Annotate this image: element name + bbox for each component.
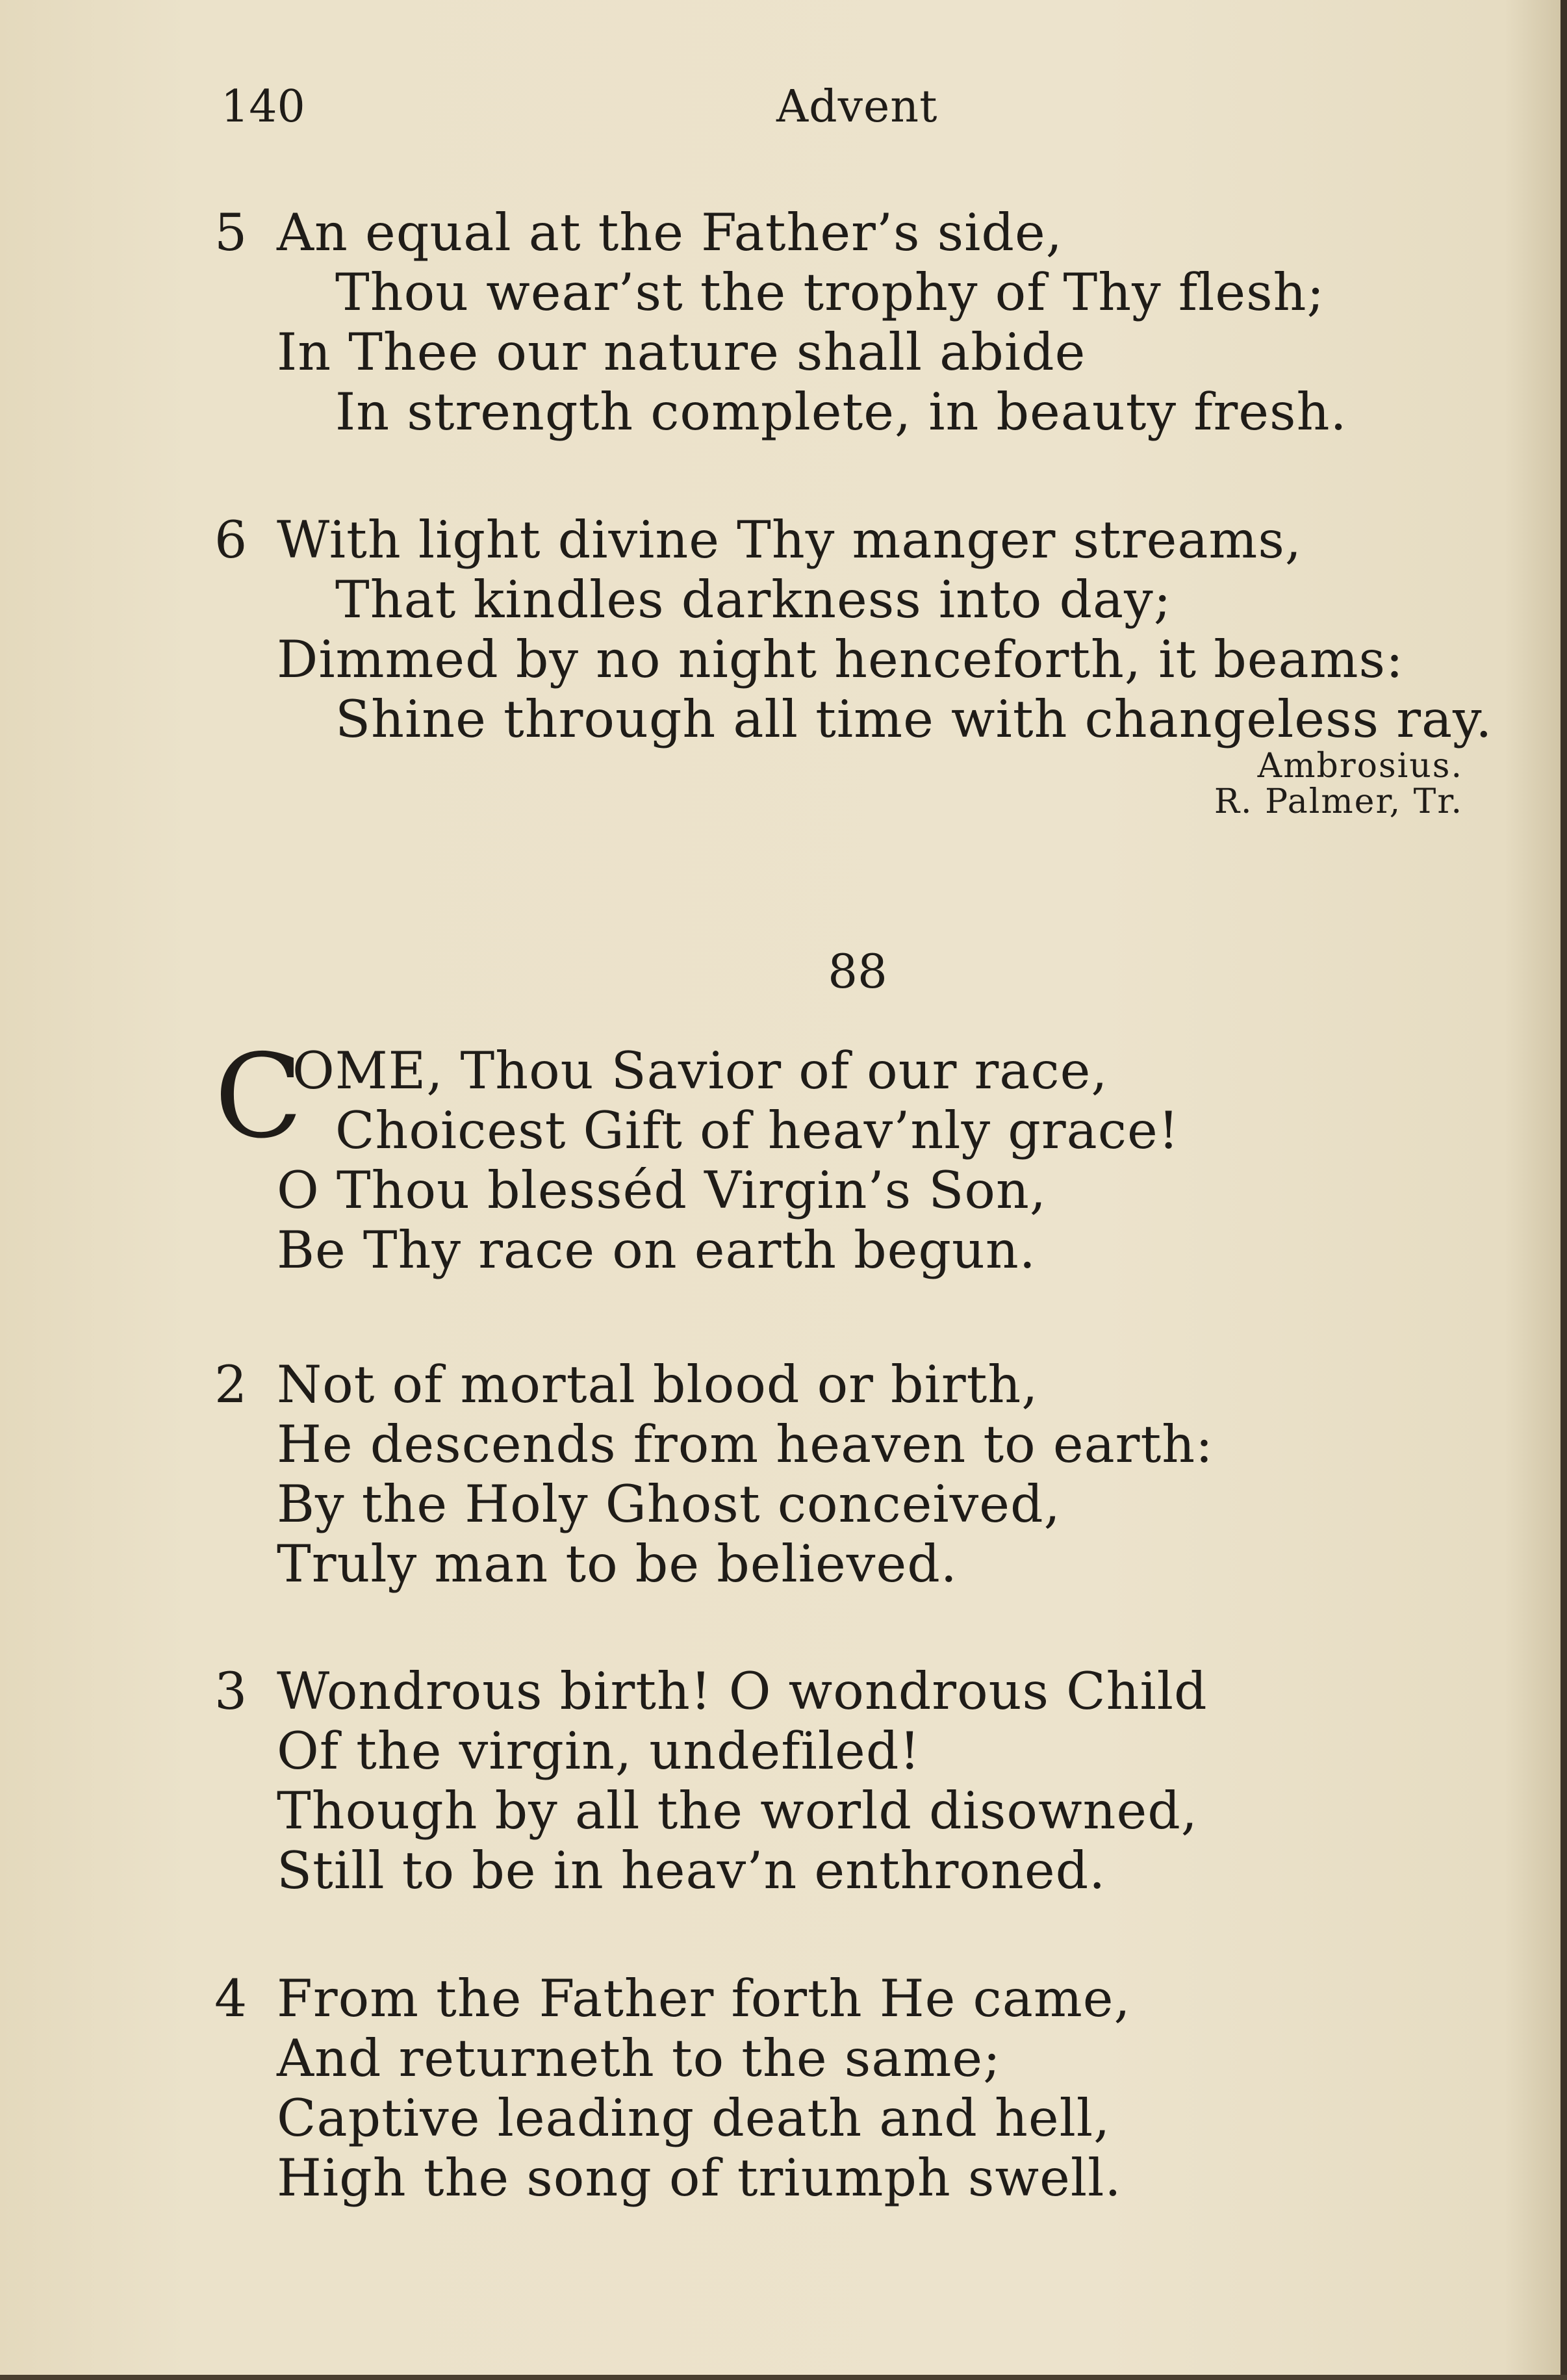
stanza-number: 6 <box>214 510 248 570</box>
drop-cap: C <box>214 1029 303 1164</box>
page-number: 140 <box>221 81 305 133</box>
stanza-number: 2 <box>214 1355 248 1414</box>
stanza-6 <box>214 510 1501 749</box>
stanza-line: High the song of triumph swell. <box>277 2148 1122 2208</box>
hymn-88-stanza-2 <box>214 1355 1501 1594</box>
book-spine-edge <box>1561 0 1567 2380</box>
stanza-line: Though by all the world disowned, <box>277 1781 1198 1841</box>
stanza-line: That kindles darkness into day; <box>335 570 1172 630</box>
stanza-line: Shine through all time with changeless ray. <box>335 689 1493 749</box>
line-text: From the Father forth He came, <box>277 1969 1131 2028</box>
hymn-88-stanza-3 <box>214 1661 1501 1900</box>
stanza-line: In Thee our nature shall abide <box>277 322 1086 382</box>
line-text: An equal at the Father’s side, <box>277 203 1063 262</box>
line-text: Wondrous birth! O wondrous Child <box>277 1661 1208 1721</box>
stanza-5 <box>214 203 1501 442</box>
stanza-line: Choicest Gift of heav’nly grace! <box>335 1101 1180 1160</box>
stanza-number: 4 <box>214 1969 248 2028</box>
stanza-line: Thou wear’st the trophy of Thy flesh; <box>335 262 1325 322</box>
attribution-translator: R. Palmer, Tr. <box>1214 782 1463 821</box>
stanza-line: He descends from heaven to earth: <box>277 1414 1214 1474</box>
stanza-line: Captive leading death and hell, <box>277 2088 1111 2148</box>
hymn-number: 88 <box>828 944 887 999</box>
stanza-line: And returneth to the same; <box>277 2028 1001 2088</box>
stanza-line: Truly man to be believed. <box>277 1534 958 1594</box>
line-text: With light divine Thy manger streams, <box>277 510 1303 570</box>
stanza-line: Be Thy race on earth begun. <box>277 1220 1036 1280</box>
stanza-number: 3 <box>214 1661 248 1721</box>
page-bottom-edge <box>0 2375 1567 2380</box>
attribution-author: Ambrosius. <box>1257 747 1463 786</box>
stanza-line: O Thou blesséd Virgin’s Son, <box>277 1160 1047 1220</box>
stanza-line: Dimmed by no night henceforth, it beams: <box>277 630 1404 689</box>
stanza-line: OME, Thou Savior of our race, <box>292 1041 1108 1101</box>
stanza-line <box>214 1969 1501 2028</box>
stanza-line <box>214 510 1501 570</box>
hymn-88-stanza-4 <box>214 1969 1501 2208</box>
stanza-line: Of the virgin, undefiled! <box>277 1721 921 1781</box>
section-title: Advent <box>776 81 938 133</box>
stanza-line <box>214 1661 1501 1721</box>
running-head <box>0 78 1567 136</box>
stanza-line <box>214 1355 1501 1414</box>
line-text: Not of mortal blood or birth, <box>277 1355 1039 1414</box>
stanza-line: Still to be in heav’n enthroned. <box>277 1841 1106 1900</box>
stanza-number: 5 <box>214 203 248 262</box>
stanza-line: By the Holy Ghost conceived, <box>277 1474 1061 1534</box>
stanza-line <box>214 203 1501 262</box>
hymn-88-stanza-1 <box>214 1041 1501 1280</box>
stanza-line: In strength complete, in beauty fresh. <box>335 382 1347 442</box>
